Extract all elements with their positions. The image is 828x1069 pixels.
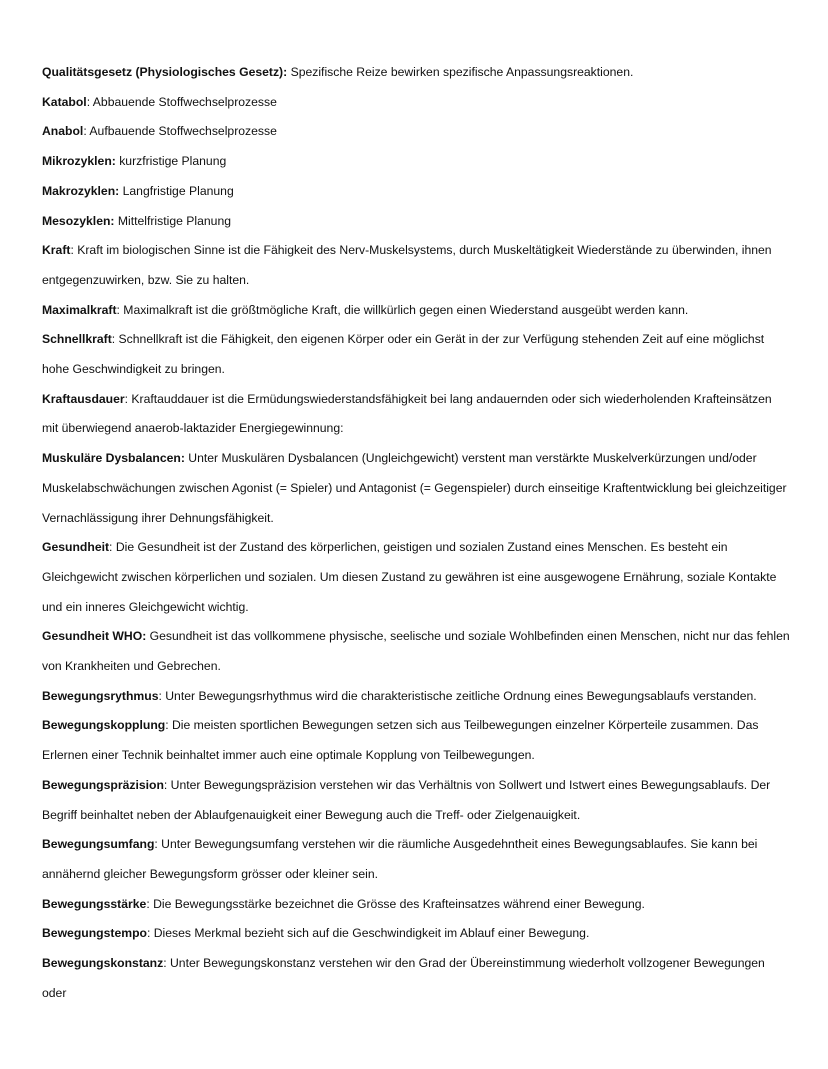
definition-text: : Schnellkraft ist die Fähigkeit, den eigenen Körper oder ein Gerät in der zur Verfügung stehenden Zeit auf eine möglichst hohe Geschwindigkeit zu bringen. xyxy=(42,332,765,377)
term-label: Bewegungskopplung xyxy=(42,718,166,733)
term-label: Schnellkraft xyxy=(42,332,112,347)
definition-text: kurzfristige Planung xyxy=(115,154,227,169)
entry-mikrozyklen xyxy=(42,147,790,177)
entry-mesozyklen xyxy=(42,207,790,237)
entry-bewegungspraezision xyxy=(42,771,790,830)
term-label: Katabol xyxy=(42,94,87,109)
term-label: Bewegungstempo xyxy=(42,926,147,941)
term-label: Gesundheit xyxy=(42,540,110,555)
definition-text: : Kraft im biologischen Sinne ist die Fähigkeit des Nerv-Muskelsystems, durch Muskeltätigkeit Wiederstände zu überwinden, ihnen entgegenzuwirken, bzw. Sie zu halten. xyxy=(42,243,772,287)
entry-gesundheit xyxy=(42,533,790,622)
entry-bewegungsrythmus xyxy=(42,682,790,712)
entry-bewegungskonstanz xyxy=(42,949,790,1008)
definition-text: : Kraftauddauer ist die Ermüdungswiederstandsfähigkeit bei lang andauernden oder sich wiederholenden Krafteinsätzen mit überwiegend anaerob-laktazider Energiegewinnung: xyxy=(42,391,772,436)
entry-kraftausdauer xyxy=(42,385,790,444)
definition-text: : Abbauende Stoffwechselprozesse xyxy=(86,94,277,109)
definition-text: Langfristige Planung xyxy=(119,183,234,198)
term-label: Mikrozyklen: xyxy=(42,154,116,169)
entry-qualitaetsgesetz xyxy=(42,58,790,88)
entry-muskulaere-dysbalancen xyxy=(42,444,790,533)
definition-text: : Die Bewegungsstärke bezeichnet die Grösse des Krafteinsatzes während einer Bewegung. xyxy=(146,896,645,911)
term-label: Qualitätsgesetz (Physiologisches Gesetz): xyxy=(42,65,288,79)
term-label: Gesundheit WHO: xyxy=(42,629,147,644)
entry-anabol xyxy=(42,117,790,147)
definition-text: Unter Muskulären Dysbalancen (Ungleichgewicht) verstent man verstärkte Muskelverkürzungen und/oder Muskelabschwächungen zwischen Agonist (= Spieler) und Antagonist (= Gegenspieler) durch einseitige Kraftentwicklung bei gleichzeitiger Vernachlässigung ihrer Dehnungsfähigkeit. xyxy=(42,451,787,525)
definition-text: : Unter Bewegungsumfang verstehen wir die räumliche Ausgedehntheit eines Bewegungsablaufes. Sie kann bei annähernd gleicher Bewegungsform grösser oder kleiner sein. xyxy=(42,837,758,881)
definition-text: : Die Gesundheit ist der Zustand des körperlichen, geistigen und sozialen Zustand eines Menschen. Es besteht ein Gleichgewicht zwischen körperlichen und sozialen. Um diesen Zustand zu gewähren ist eine ausgewogene Ernährung, soziale Kontakte und ein inneres Gleichgewicht wichtig. xyxy=(42,540,777,614)
definition-text: : Dieses Merkmal bezieht sich auf die Geschwindigkeit im Ablauf einer Bewegung. xyxy=(146,926,590,941)
term-label: Kraft xyxy=(42,243,71,258)
term-label: Makrozyklen: xyxy=(42,183,120,198)
entry-bewegungstempo xyxy=(42,919,790,949)
entry-gesundheit-who xyxy=(42,622,790,681)
definition-text: Mittelfristige Planung xyxy=(114,213,231,228)
term-label: Bewegungspräzision xyxy=(42,777,164,792)
term-label: Bewegungsstärke xyxy=(42,896,147,911)
definition-text: : Maximalkraft ist die größtmögliche Kraft, die willkürlich gegen einen Wiederstand ausgeübt werden kann. xyxy=(116,302,689,317)
entry-schnellkraft xyxy=(42,325,790,384)
definition-text: Spezifische Reize bewirken spezifische Anpassungsreaktionen. xyxy=(287,65,634,79)
entry-bewegungsstaerke xyxy=(42,890,790,920)
entry-kraft xyxy=(42,236,790,295)
entry-bewegungsumfang xyxy=(42,830,790,889)
definition-text: : Aufbauende Stoffwechselprozesse xyxy=(83,124,277,139)
term-label: Mesozyklen: xyxy=(42,213,115,228)
term-label: Anabol xyxy=(42,124,84,139)
entry-maximalkraft xyxy=(42,296,790,326)
definition-text: : Die meisten sportlichen Bewegungen setzen sich aus Teilbewegungen einzelner Körperteile zusammen. Das Erlernen einer Technik beinhaltet immer auch eine optimale Kopplung von Teilbewegungen. xyxy=(42,718,759,763)
term-label: Muskuläre Dysbalancen: xyxy=(42,451,185,466)
entry-katabol xyxy=(42,88,790,118)
document-page xyxy=(42,58,790,1009)
entry-makrozyklen xyxy=(42,177,790,207)
term-label: Kraftausdauer xyxy=(42,391,125,406)
definition-text: : Unter Bewegungspräzision verstehen wir das Verhältnis von Sollwert und Istwert eines Bewegungsablaufs. Der Begriff beinhaltet neben der Ablaufgenauigkeit einer Bewegung auch die Treff- oder Zielgenauigkeit. xyxy=(42,777,771,822)
entry-bewegungskopplung xyxy=(42,711,790,770)
term-label: Bewegungskonstanz xyxy=(42,956,164,971)
term-label: Bewegungsrythmus xyxy=(42,688,159,703)
definition-text: : Unter Bewegungsrhythmus wird die charakteristische zeitliche Ordnung eines Bewegungsablaufs verstanden. xyxy=(158,688,757,703)
term-label: Maximalkraft xyxy=(42,302,117,317)
definition-text: Gesundheit ist das vollkommene physische, seelische und soziale Wohlbefinden einen Menschen, nicht nur das fehlen von Krankheiten und Gebrechen. xyxy=(42,629,790,674)
term-label: Bewegungsumfang xyxy=(42,837,155,852)
definition-text: : Unter Bewegungskonstanz verstehen wir den Grad der Übereinstimmung wiederholt vollzogener Bewegungen oder xyxy=(42,956,765,1000)
